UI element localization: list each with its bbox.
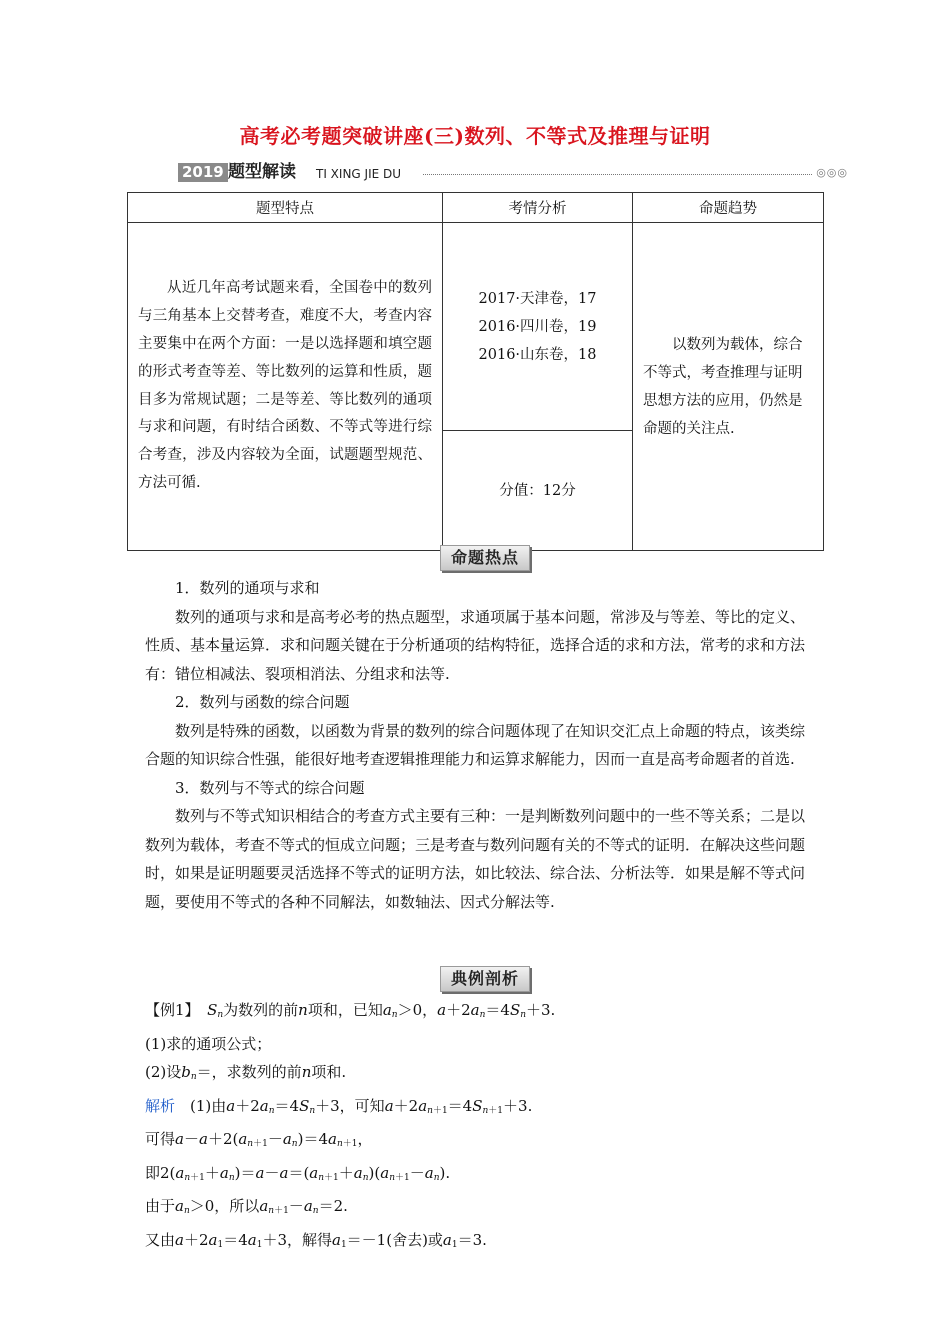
- exam-item: 2016·山东卷，18: [478, 346, 597, 363]
- features-text: 从近几年高考试题来看，全国卷中的数列与三角基本上交替考查，难度不大，考查内容主要集中在两个方面：一是以选择题和填空题的形式考查等差、等比数列的运算和性质，题目多为常规试题；二是等差、等比数列的通项与求和问题，有时结合函数、不等式等进行综合考查，涉及内容较为全面，试题题型规范、方法可循.: [138, 280, 432, 491]
- topic-heading: 1．数列的通项与求和: [175, 579, 320, 597]
- example-statement: 【例1】 $S_n$为数列的前n项和，已知$a_n>0$，$a+2a_n=4S_n+3$.: [145, 1001, 556, 1020]
- topic-heading: 2．数列与函数的综合问题: [175, 693, 350, 711]
- header-exams: 考情分析: [443, 193, 633, 223]
- exams-cell: [443, 223, 633, 431]
- banner-pinyin: TI XING JIE DU: [316, 167, 402, 181]
- score-text: 分值：12分: [499, 482, 576, 499]
- banner-dots-icon: ◎◎◎: [816, 166, 848, 179]
- trend-cell: [633, 223, 824, 551]
- solution-line: 又由$a+2a_1=4a_1+3$，解得$a_1=-1$(舍去)或$a_1=3$.: [145, 1230, 487, 1250]
- solution-line: 即$2(a_{n+1}+a_n)=a-a=(a_{n+1}+a_n)(a_{n+1}-a_n)$.: [145, 1163, 451, 1183]
- header-trend: 命题趋势: [633, 193, 824, 223]
- example-question-2: (2)设$b_n=$，求数列的前n项和.: [145, 1063, 347, 1082]
- topic-body: 数列是特殊的函数，以函数为背景的数列的综合问题体现了在知识交汇点上命题的特点，该类综合题的知识综合性强，能很好地考查逻辑推理能力和运算求解能力，因而一直是高考命题者的首选.: [145, 721, 806, 768]
- solution-line: 由于$a_n>0$，所以$a_{n+1}-a_n=2$.: [145, 1197, 348, 1216]
- example-badge: 典例剖析: [440, 966, 530, 992]
- page-title: 高考必考题突破讲座(三)数列、不等式及推理与证明: [239, 124, 711, 148]
- analysis-table: [127, 192, 824, 551]
- section-banner: [178, 162, 848, 184]
- example-section: [145, 996, 805, 1259]
- topic-body: 数列与不等式知识相结合的考查方式主要有三种：一是判断数列问题中的一些不等关系；二是以数列为载体，考查不等式的恒成立问题；三是考查与数列问题有关的不等式的证明．在解决这些问题时，如果是证明题要灵活选择不等式的证明方法，如比较法、综合法、分析法等．如果是解不等式问题，要使用不等式的各种不同解法，如数轴法、因式分解法等.: [145, 807, 806, 911]
- trend-text: 以数列为载体，综合不等式，考查推理与证明思想方法的应用，仍然是命题的关注点.: [643, 336, 803, 437]
- analysis-label: 解析: [145, 1096, 176, 1115]
- topic-heading: 3．数列与不等式的综合问题: [175, 778, 365, 797]
- features-cell: [128, 223, 443, 551]
- banner-divider: [423, 174, 812, 175]
- banner-year: 2019: [178, 163, 228, 182]
- score-cell: [443, 431, 633, 551]
- banner-title: 题型解读: [228, 162, 296, 182]
- example-label: 【例1】: [145, 1001, 193, 1019]
- hot-topics-section: [145, 574, 805, 916]
- example-question-1: (1)求的通项公式；: [145, 1034, 272, 1053]
- exam-item: 2017·天津卷，17: [478, 290, 597, 307]
- hot-topics-badge: 命题热点: [440, 545, 530, 571]
- solution-line: 解析 (1)由$a+2a_n=4S_n+3$，可知$a+2a_{n+1}=4S_{n+1}+3$.: [145, 1096, 533, 1116]
- exam-item: 2016·四川卷，19: [478, 318, 597, 335]
- topic-body: 数列的通项与求和是高考必考的热点题型，求通项属于基本问题，常涉及与等差、等比的定义、性质、基本量运算．求和问题关键在于分析通项的结构特征，选择合适的求和方法，常考的求和方法有：错位相减法、裂项相消法、分组求和法等.: [145, 607, 806, 683]
- solution-line: 可得$a-a+2(a_{n+1}-a_n)=4a_{n+1}$，: [145, 1130, 373, 1149]
- header-features: 题型特点: [128, 193, 443, 223]
